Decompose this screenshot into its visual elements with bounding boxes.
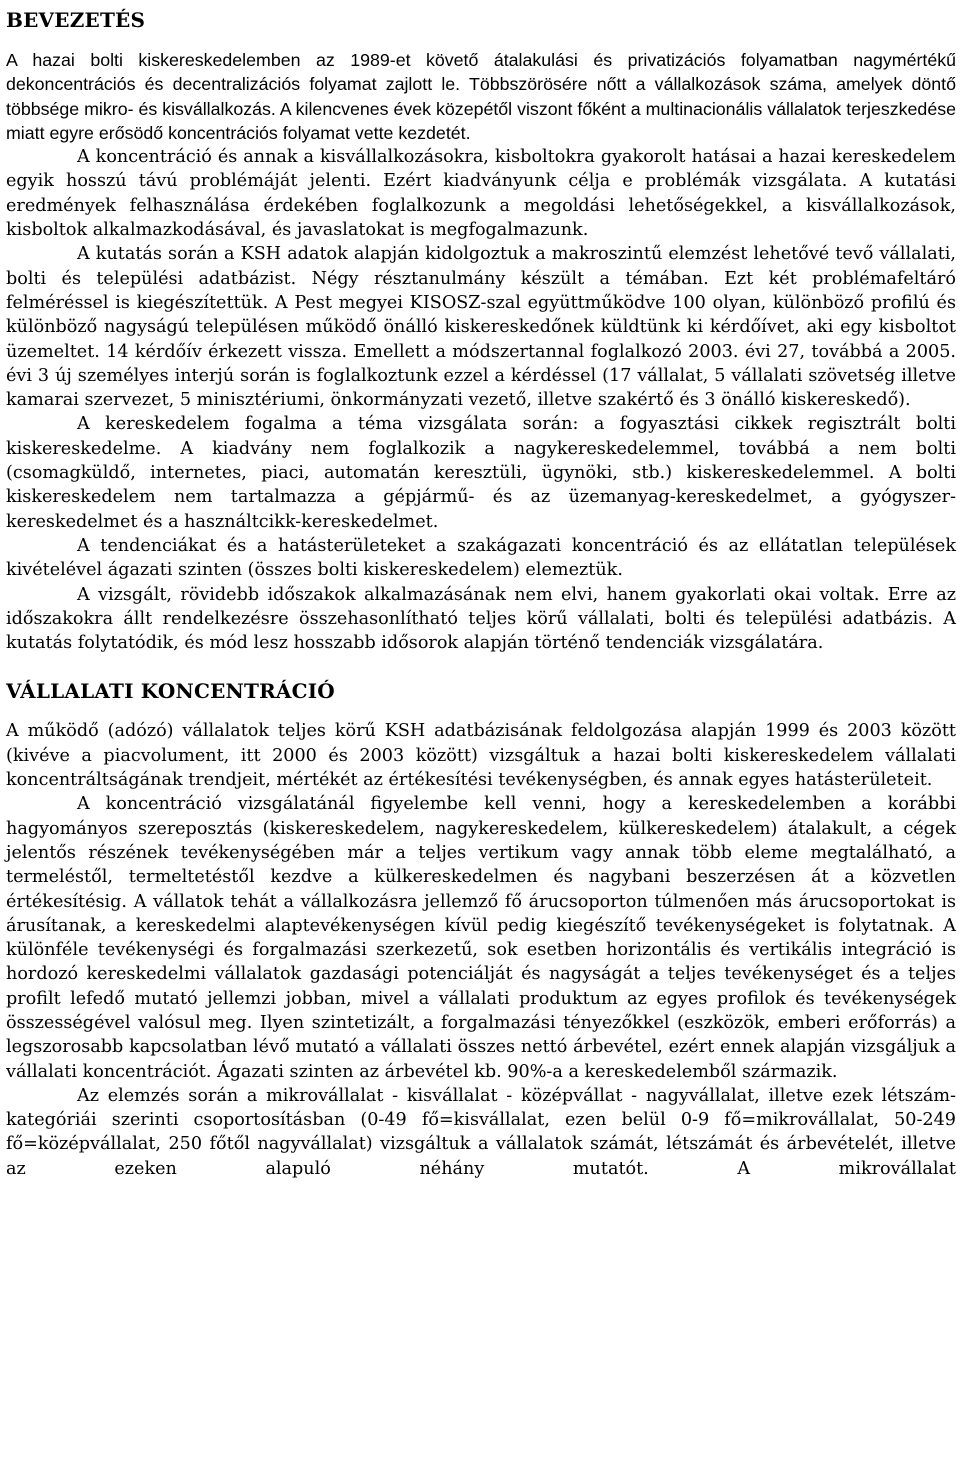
document-page [6, 0, 956, 1181]
paragraph-kereskedelem-fogalma: A kereskedelem fogalma a téma vizsgálata során: a fogyasztási cikkek regisztrált bolti kiskereskedelme. A kiadvány nem foglalkozik a nagykereskedelemmel, továbbá a nem bolti (csomagküldő, internetes, piaci, automatán keresztüli, ügynöki, stb.) kiskereskedelemmel. A bolti kiskereskedelem nem tartalmazza a gépjármű- és az üzemanyag-kereskedelmet, a gyógyszer-kereskedelmet és a használtcikk-kereskedelmet. [6, 414, 956, 532]
paragraph-koncentracio: A koncentráció és annak a kisvállalkozásokra, kisboltokra gyakorolt hatásai a hazai kereskedelem egyik hosszú távú problémáját jelenti. Ezért kiadványunk célja e problémák vizsgálata. A kutatási eredmények felhasználása érdekében foglalkozunk a megoldási lehetőségekkel, a kisvállalkozások, kisboltok alkalmazkodásával, és javaslatokat is megfogalmazunk. [6, 147, 956, 241]
paragraph-koncentracio-vizsgalat: A koncentráció vizsgálatánál figyelembe kell venni, hogy a kereskedelemben a korábbi hagyományos szereposztás (kiskereskedelem, nagykereskedelem, külkereskedelem) átalakult, a cégek jelentős részének tevékenységében már a teljes vertikum vagy annak több eleme megtalálható, a termeléstől, termeltetéstől kezdve a külkereskedelmen és nagybani beszerzésen át a közvetlen értékesítésig. A vállatok tehát a vállalkozásra jellemző fő árucsoporton túlmenően más árucsoportokat is árusítanak, a kereskedelmi alaptevékenységen kívül pedig kiegészítő tevékenységeket is folytatnak. A különféle tevékenységi és forgalmazási szerkezetű, sok esetben horizontális és vertikális integráció is hordozó kereskedelmi vállalatok gazdasági potenciálját és nagyságát a teljes tevékenységet és a teljes profilt lefedő mutató jellemzi jobban, mivel a vállalati produktum az egyes profilok és tevékenységek összességével valósul meg. Ilyen szintetizált, a forgalmazási tényezőkkel (eszközök, emberi erőforrás) a legszorosabb kapcsolatban lévő mutató a vállalati összes nettó árbevétel, ezért ennek alapján vizsgáljuk a vállalati koncentrációt. Ágazati szinten az árbevétel kb. 90%-a a kereskedelemből származik. [6, 794, 956, 1082]
paragraph-ksh-adatbazis: A működő (adózó) vállalatok teljes körű KSH adatbázisának feldolgozása alapján 1999 és 2003 között (kivéve a piacvolument, itt 2000 és 2003 között) vizsgáltuk a hazai bolti kiskereskedelem vállalati koncentráltságának trendjeit, mértékét az értékesítési tevékenységben, és annak egyes hatásterületeit. [6, 721, 956, 791]
paragraph-idoszakok: A vizsgált, rövidebb időszakok alkalmazásának nem elvi, hanem gyakorlati okai voltak. Erre az időszakokra állt rendelkezésre összehasonlítható teljes körű vállalati, bolti és települési adatbázis. A kutatás folytatódik, és mód lesz hosszabb idősorok alapján történő tendenciák vizsgálatára. [6, 584, 956, 654]
section-heading-vallalati-koncentracio: VÁLLALATI KONCENTRÁCIÓ [6, 679, 335, 704]
paragraph-tendenciak: A tendenciákat és a hatásterületeket a szakágazati koncentráció és az ellátatlan települések kivételével ágazati szinten (összes bolti kiskereskedelem) elemeztük. [6, 535, 956, 581]
paragraph-elemzes: Az elemzés során a mikrovállalat - kisvállalat - középvállat - nagyvállalat, illetve ezek létszám-kategóriái szerinti csoportosításban (0-49 fő=kisvállalat, ezen belül 0-9 fő=mikrovállalat, 50-249 fő=középvállalat, 250 főtől nagyvállalat) vizsgáltuk a vállalatok számát, létszámát és árbevételét, illetve az ezeken alapuló néhány mutatót. A mikrovállalat [6, 1085, 956, 1179]
section-heading-bevezetes: BEVEZETÉS [6, 8, 146, 32]
paragraph-intro: A hazai bolti kiskereskedelemben az 1989-et követő átalakulási és privatizációs folyamatban nagymértékű dekoncentrációs és decentralizációs folyamat zajlott le. Többszörösére nőtt a vállalkozások száma, amelyek döntő többsége mikro- és kisvállalkozás. A kilencvenes évek közepétől viszont főként a multinacionális vállalatok terjeszkedése miatt egyre erősödő koncentrációs folyamat vette kezdetét. [6, 50, 956, 143]
paragraph-kutatas: A kutatás során a KSH adatok alapján kidolgoztuk a makroszintű elemzést lehetővé tevő vállalati, bolti és települési adatbázist. Négy résztanulmány készült a témában. Ezt két problémafeltáró felméréssel is kiegészítettük. A Pest megyei KISOSZ-szal együttműködve 100 olyan, különböző profilú és különböző nagyságú településen működő önálló kiskereskedőnek küldtünk ki kérdőívet, aki egy kisboltot üzemeltet. 14 kérdőív érkezett vissza. Emellett a módszertannal foglalkozó 2003. évi 27, továbbá a 2005. évi 3 új személyes interjú során is foglalkoztunk ezzel a kérdéssel (17 vállalat, 5 vállalati szövetség illetve kamarai szervezet, 5 minisztériumi, önkormányzati vezető, illetve szakértő és 3 önálló kiskereskedő). [6, 244, 956, 411]
